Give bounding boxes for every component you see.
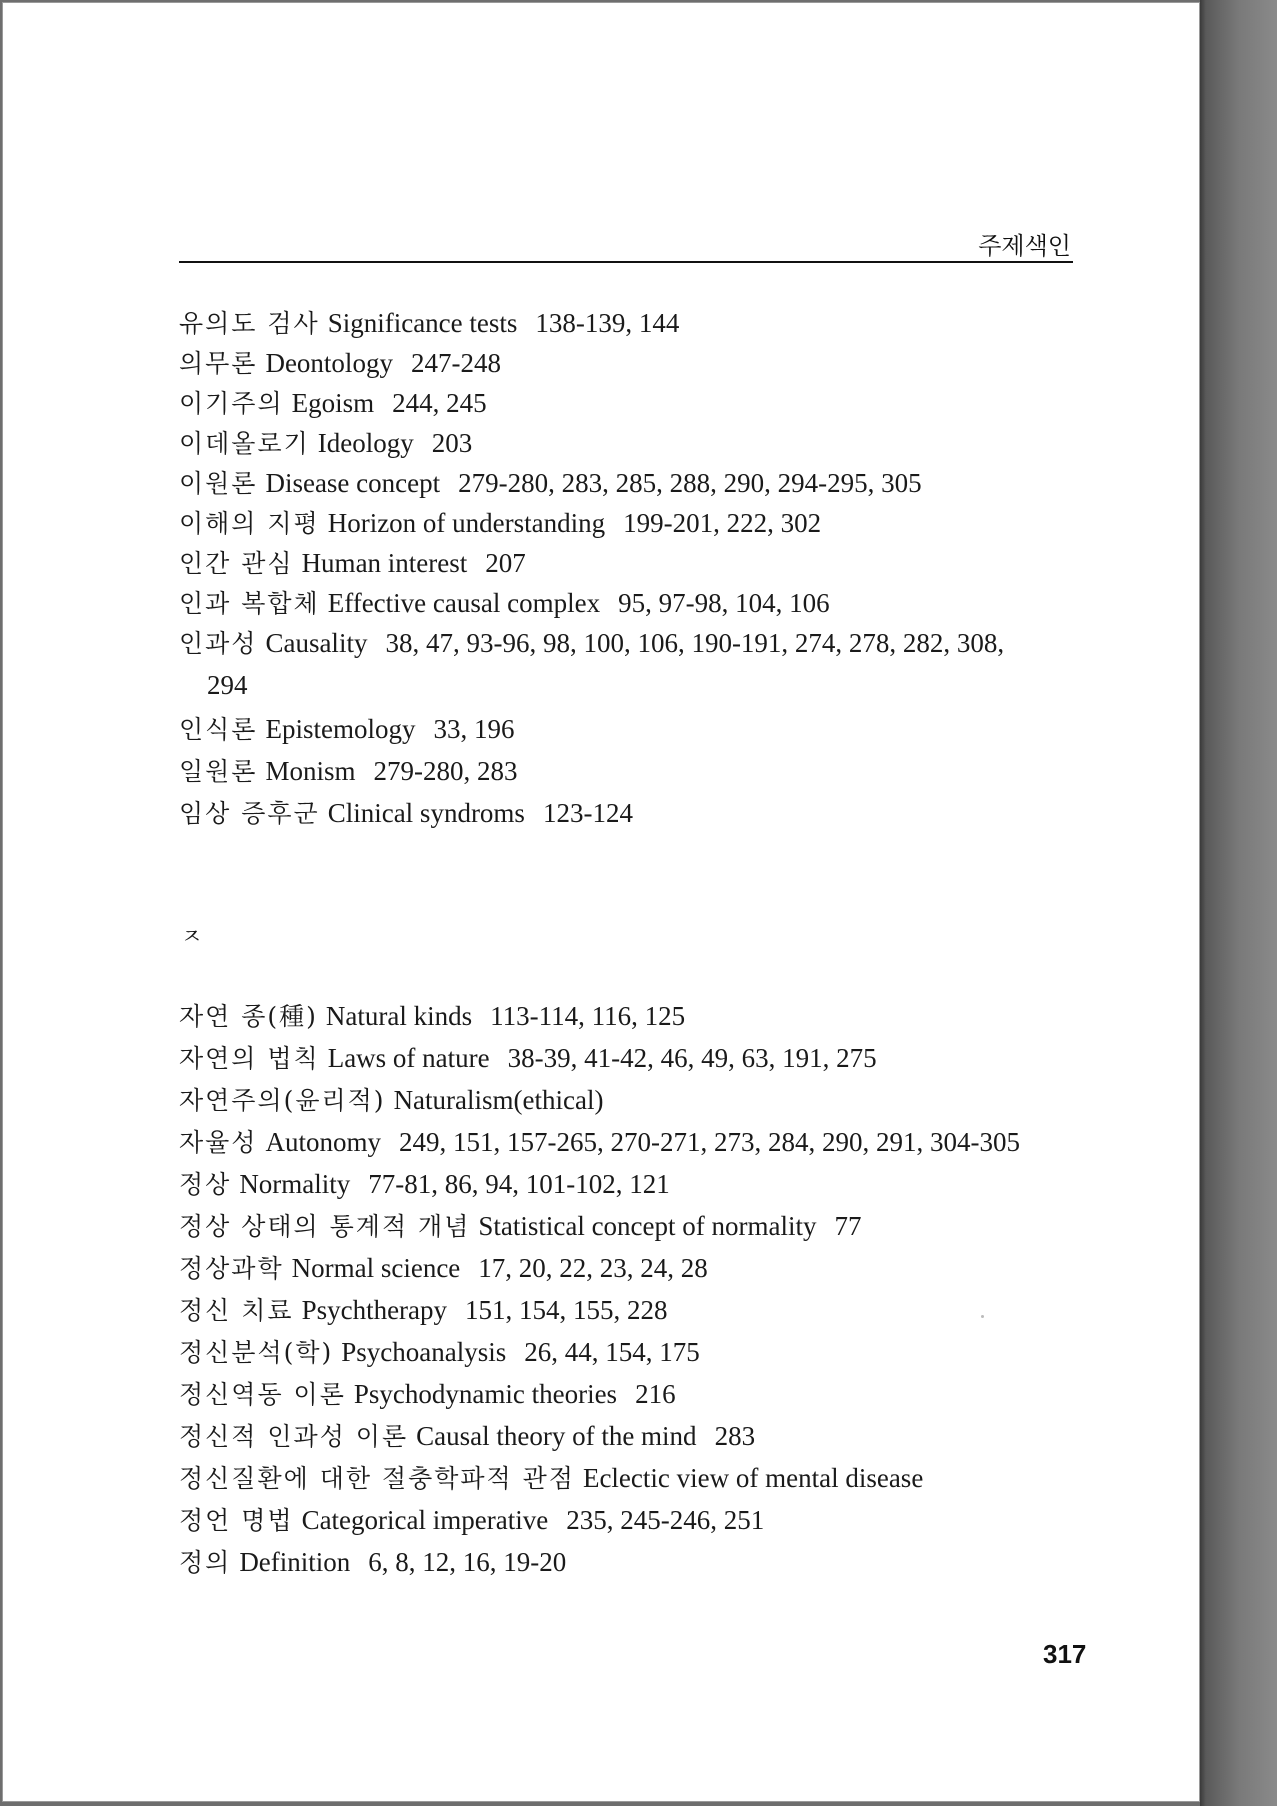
header-title: 주제색인 xyxy=(978,232,1071,260)
entry-english: Monism xyxy=(265,756,356,786)
entry-korean: 정의 xyxy=(179,1548,232,1577)
index-entry xyxy=(179,1458,941,1498)
entry-korean: 정상 상태의 통계적 개념 xyxy=(179,1212,471,1241)
entry-english: Natural kinds xyxy=(325,1001,473,1031)
index-entry xyxy=(179,751,517,791)
entry-english: Autonomy xyxy=(265,1127,381,1157)
entry-korean: 이데올로기 xyxy=(179,429,310,458)
entry-pages: 95, 97-98, 104, 106 xyxy=(618,588,830,618)
entry-korean: 임상 증후군 xyxy=(179,799,320,828)
viewer-background xyxy=(1200,0,1277,1806)
entry-korean: 이해의 지평 xyxy=(179,509,320,538)
running-header xyxy=(179,231,1073,263)
index-entry xyxy=(179,1500,764,1540)
entry-english: Horizon of understanding xyxy=(327,508,606,538)
section-letter: ㅈ xyxy=(181,925,203,950)
entry-english: Ideology xyxy=(317,428,414,458)
entry-korean: 정상과학 xyxy=(179,1254,284,1283)
entry-english: Epistemology xyxy=(265,714,416,744)
entry-pages: 207 xyxy=(485,548,526,578)
entry-english: Naturalism(ethical) xyxy=(393,1085,604,1115)
entry-pages: 26, 44, 154, 175 xyxy=(524,1337,700,1367)
index-entry xyxy=(179,1122,1020,1162)
index-entry xyxy=(179,623,1004,663)
entry-pages: 283 xyxy=(714,1421,756,1451)
entry-korean: 자율성 xyxy=(179,1128,258,1157)
entry-pages: 38, 47, 93-96, 98, 100, 106, 190-191, 274, 278, 282, 308, xyxy=(385,628,1005,658)
index-entry xyxy=(179,709,514,749)
entry-korean: 자연주의(윤리적) xyxy=(179,1086,386,1115)
entry-korean: 정신 치료 xyxy=(179,1296,294,1325)
entry-pages: 138-139, 144 xyxy=(535,308,680,338)
index-entry xyxy=(179,1038,877,1078)
index-entry xyxy=(179,793,633,833)
entry-pages: 279-280, 283, 285, 288, 290, 294-295, 305 xyxy=(458,468,922,498)
entry-korean: 유의도 검사 xyxy=(179,309,320,338)
entry-pages: 123-124 xyxy=(542,798,633,828)
entry-english: Laws of nature xyxy=(327,1043,490,1073)
entry-pages: 33, 196 xyxy=(433,714,515,744)
entry-korean: 인과 복합체 xyxy=(179,589,320,618)
index-entry xyxy=(179,1416,755,1456)
index-entry xyxy=(179,1206,862,1246)
entry-english: Eclectic view of mental disease xyxy=(582,1463,924,1493)
entry-pages: 279-280, 283 xyxy=(373,756,518,786)
entry-korean: 자연의 법칙 xyxy=(179,1044,320,1073)
index-entry xyxy=(179,543,526,583)
entry-pages: 203 xyxy=(431,428,473,458)
entry-english: Psychtherapy xyxy=(301,1295,448,1325)
index-entry xyxy=(179,383,487,423)
entry-continuation: 294 xyxy=(207,670,248,700)
entry-korean: 의무론 xyxy=(179,349,258,378)
entry-english: Causal theory of the mind xyxy=(416,1421,697,1451)
entry-english: Human interest xyxy=(301,548,468,578)
page-number: 317 xyxy=(1043,1639,1087,1669)
index-entry xyxy=(179,303,679,343)
entry-pages: 216 xyxy=(635,1379,676,1409)
index-entry xyxy=(179,1080,621,1120)
entry-english: Deontology xyxy=(265,348,393,378)
entry-korean: 정신질환에 대한 절충학파적 관점 xyxy=(179,1464,575,1493)
index-entry xyxy=(179,423,472,463)
index-entry xyxy=(179,1164,670,1204)
entry-pages: 249, 151, 157-265, 270-271, 273, 284, 290, 291, 304-305 xyxy=(398,1127,1020,1157)
entry-pages: 6, 8, 12, 16, 19-20 xyxy=(368,1547,567,1577)
index-entry xyxy=(179,1248,708,1288)
entry-korean: 정신적 인과성 이론 xyxy=(179,1422,409,1451)
entry-pages: 113-114, 116, 125 xyxy=(490,1001,686,1031)
entry-english: Effective causal complex xyxy=(327,588,601,618)
entry-korean: 자연 종(種) xyxy=(179,1002,318,1031)
entry-korean: 이기주의 xyxy=(179,389,284,418)
index-entry xyxy=(179,996,685,1036)
entry-pages: 244, 245 xyxy=(392,388,487,418)
entry-english: Statistical concept of normality xyxy=(478,1211,817,1241)
entry-english: Egoism xyxy=(291,388,375,418)
entry-pages: 199-201, 222, 302 xyxy=(623,508,822,538)
index-entry xyxy=(179,1542,566,1582)
entry-pages: 247-248 xyxy=(410,348,501,378)
entry-english: Normality xyxy=(239,1169,351,1199)
entry-korean: 이원론 xyxy=(179,469,258,498)
entry-english: Causality xyxy=(265,628,368,658)
entry-pages: 17, 20, 22, 23, 24, 28 xyxy=(478,1253,708,1283)
entry-korean: 정신역동 이론 xyxy=(179,1380,346,1409)
book-page xyxy=(2,2,1200,1802)
entry-korean: 인간 관심 xyxy=(179,549,294,578)
entry-english: Psychodynamic theories xyxy=(353,1379,618,1409)
entry-pages: 235, 245-246, 251 xyxy=(566,1505,765,1535)
index-entry xyxy=(179,463,922,503)
entry-korean: 인과성 xyxy=(179,629,258,658)
index-entry xyxy=(179,1374,676,1414)
entry-english: Normal science xyxy=(291,1253,461,1283)
index-entry xyxy=(179,343,501,383)
entry-pages: 77-81, 86, 94, 101-102, 121 xyxy=(368,1169,670,1199)
entry-korean: 정신분석(학) xyxy=(179,1338,334,1367)
index-entry xyxy=(179,1332,700,1372)
entry-english: Definition xyxy=(239,1547,351,1577)
entry-english: Disease concept xyxy=(265,468,441,498)
index-entry xyxy=(179,1290,668,1330)
entry-english: Categorical imperative xyxy=(301,1505,549,1535)
index-entry xyxy=(179,503,821,543)
entry-korean: 정상 xyxy=(179,1170,232,1199)
entry-pages: 38-39, 41-42, 46, 49, 63, 191, 275 xyxy=(507,1043,877,1073)
index-entry xyxy=(179,583,830,623)
entry-korean: 정언 명법 xyxy=(179,1506,294,1535)
entry-english: Clinical syndroms xyxy=(327,798,525,828)
entry-pages: 77 xyxy=(834,1211,862,1241)
entry-english: Psychoanalysis xyxy=(341,1337,507,1367)
entry-english: Significance tests xyxy=(327,308,518,338)
entry-korean: 일원론 xyxy=(179,757,258,786)
entry-pages: 151, 154, 155, 228 xyxy=(465,1295,668,1325)
entry-korean: 인식론 xyxy=(179,715,258,744)
scan-speck xyxy=(981,1315,984,1318)
